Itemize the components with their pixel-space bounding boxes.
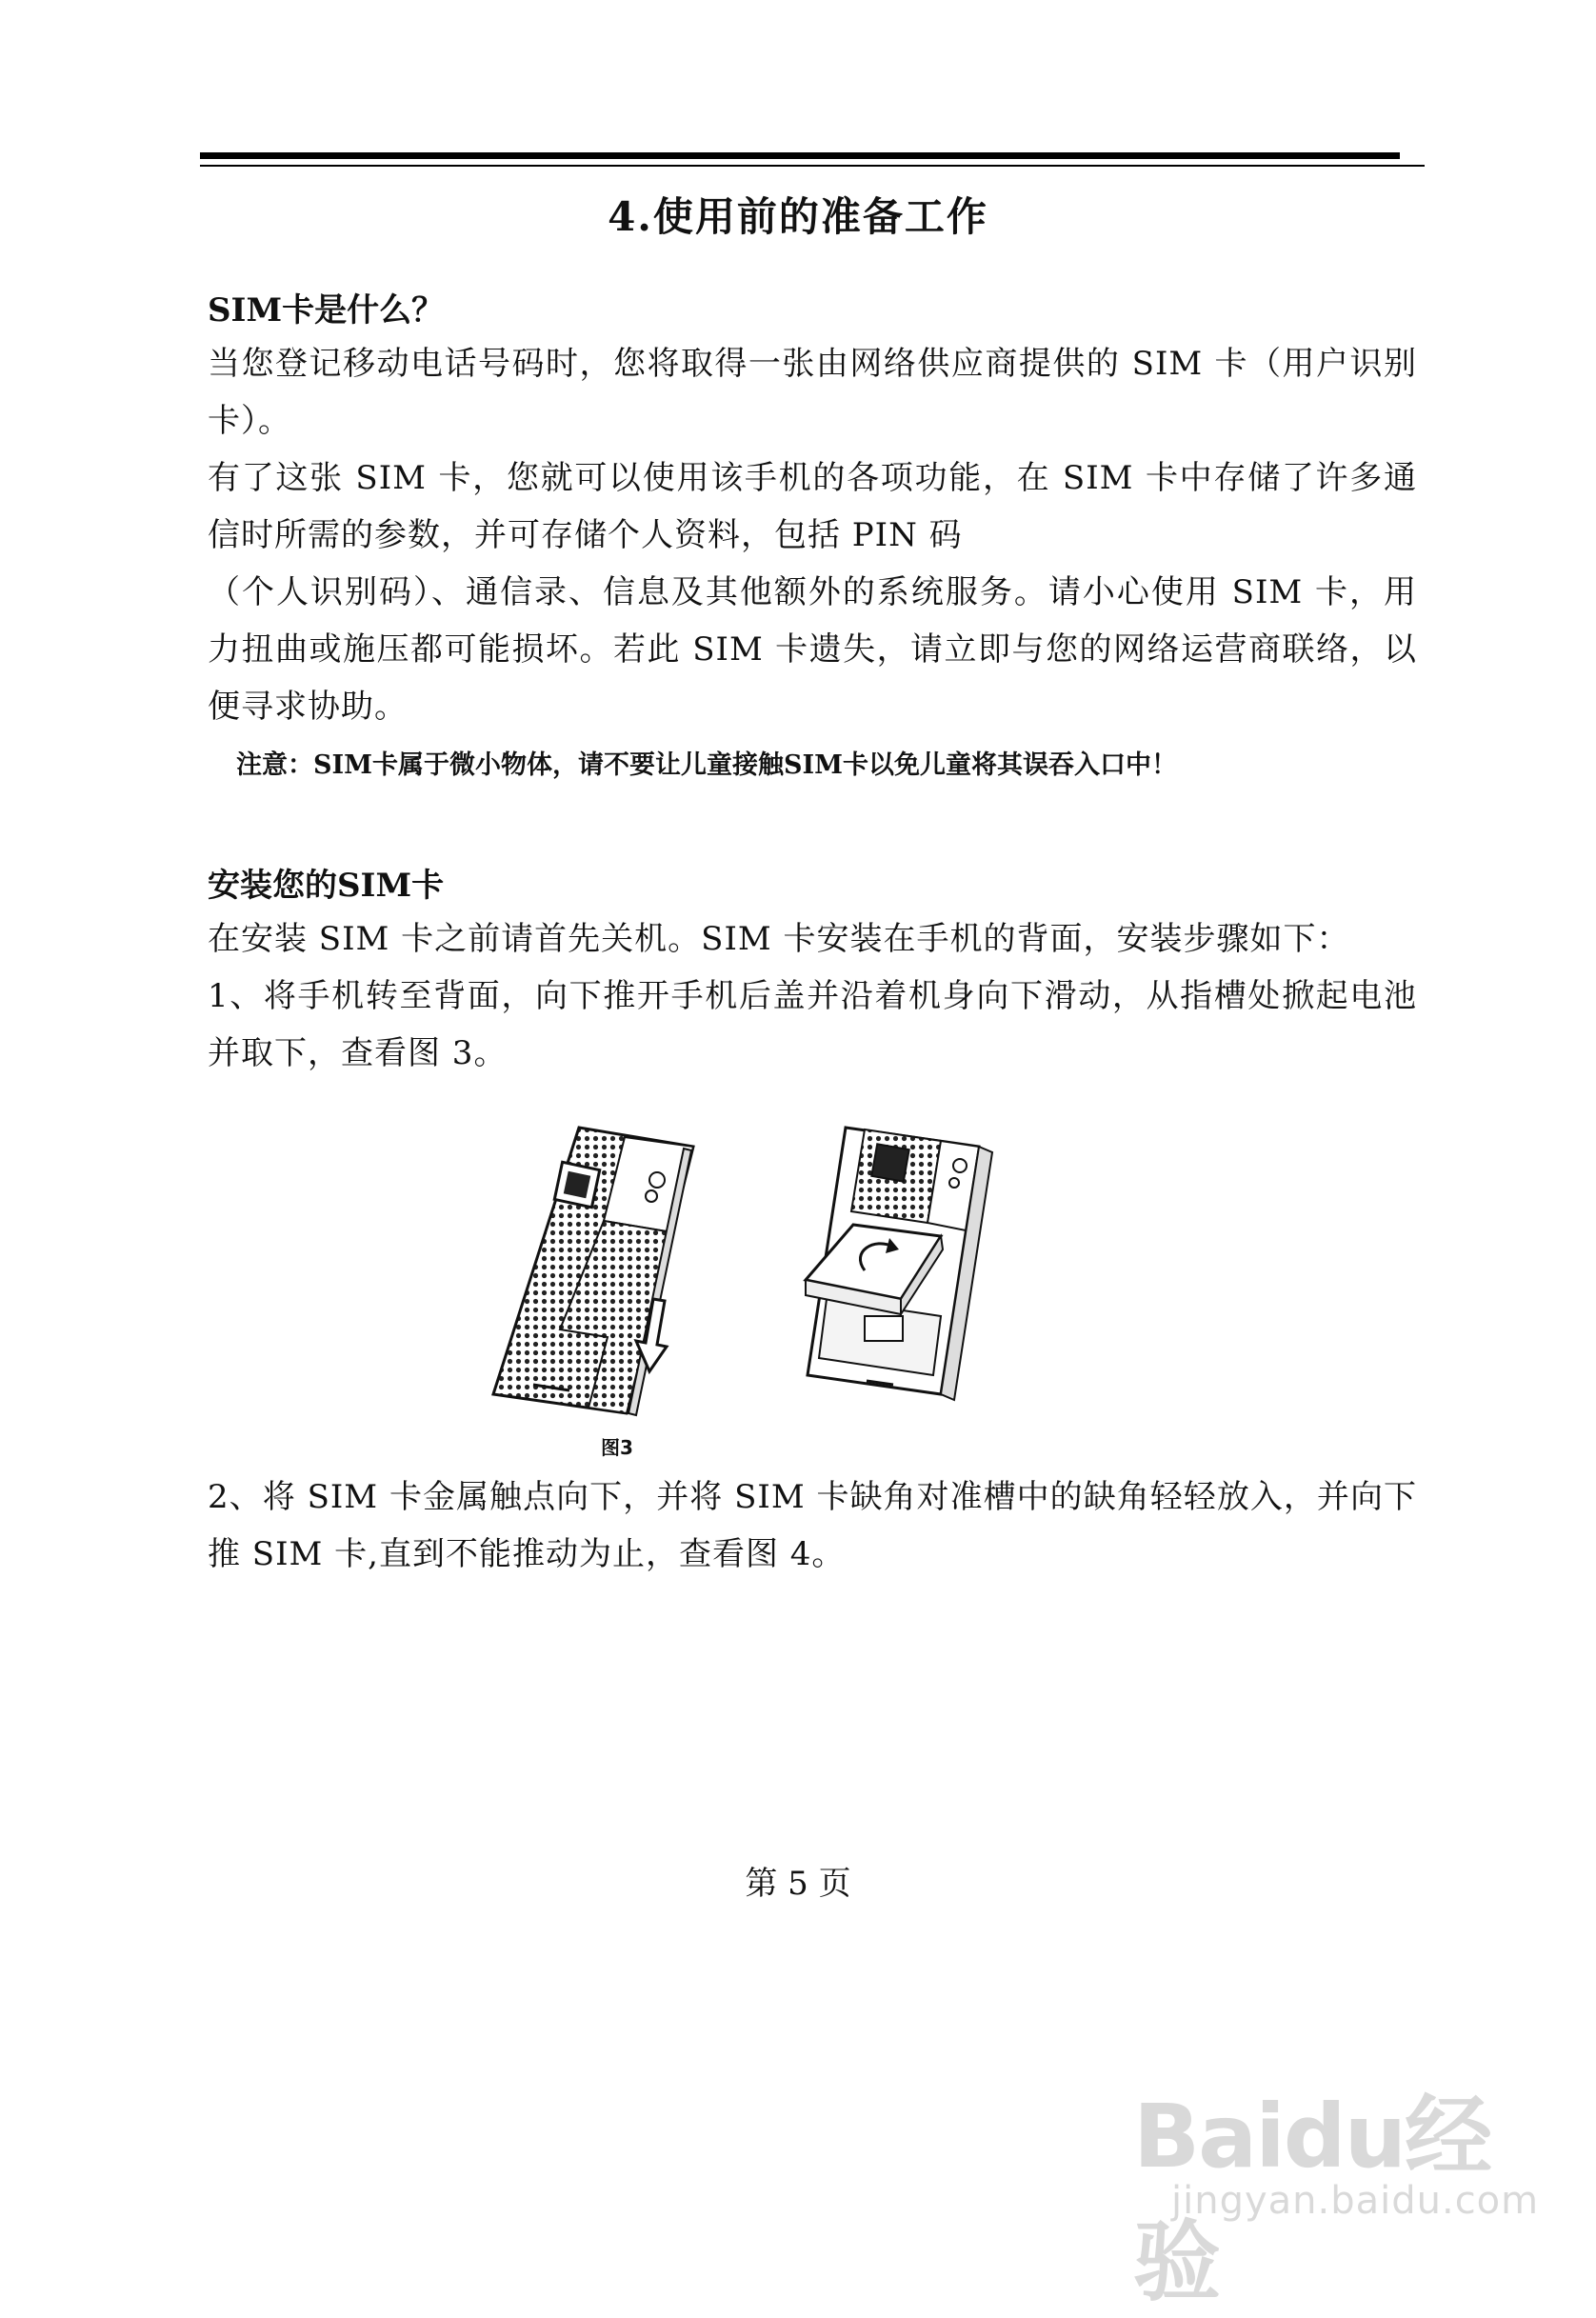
phone-back-illustration [446, 1109, 1131, 1432]
baidu-jingyan-watermark [1133, 2038, 1552, 2313]
phone-with-cover [493, 1128, 693, 1415]
watermark-logo: Baidu经验 [1133, 2086, 1491, 2313]
header-rule-thick [200, 152, 1400, 159]
step-2-text: 2、将 SIM 卡金属触点向下，并将 SIM 卡缺角对准槽中的缺角轻轻放入，并向下推 SIM 卡,直到不能推动为止，查看图 4。 [208, 1478, 1417, 1573]
paragraph-sim-intro: 当您登记移动电话号码时，您将取得一张由网络供应商提供的 SIM 卡（用户识别卡）。 [208, 345, 1417, 440]
page-title: 4.使用前的准备工作 [608, 193, 988, 240]
paragraph-sim-care: （个人识别码）、通信录、信息及其他额外的系统服务。请小心使用 SIM 卡，用力扭曲或施压都可能损坏。若此 SIM 卡遗失，请立即与您的网络运营商联络，以便寻求协助。 [208, 573, 1417, 726]
figure-caption: 图3 [601, 1436, 633, 1459]
phone-battery-removed [806, 1128, 992, 1400]
watermark-url: jingyan.baidu.com [1171, 2179, 1540, 2223]
paragraph-install-intro: 在安装 SIM 卡之前请首先关机。SIM 卡安装在手机的背面，安装步骤如下： [208, 920, 1350, 958]
warning-note: 注意：SIM卡属于微小物体，请不要让儿童接触SIM卡以免儿童将其误吞入口中！ [236, 750, 1178, 780]
section-heading-install-sim: 安装您的SIM卡 [208, 867, 445, 905]
step-1-text: 1、将手机转至背面，向下推开手机后盖并沿着机身向下滑动，从指槽处掀起电池并取下，查看图 3。 [208, 977, 1417, 1072]
main-content [208, 286, 1417, 1583]
page-number: 第 5 页 [745, 1865, 851, 1903]
header-rule-thin [200, 165, 1425, 167]
paragraph-sim-functions: 有了这张 SIM 卡，您就可以使用该手机的各项功能，在 SIM 卡中存储了许多通信时所需的参数，并可存储个人资料，包括 PIN 码 [208, 459, 1417, 554]
section-heading-what-is-sim: SIM卡是什么？ [208, 291, 445, 330]
figure-3 [208, 1109, 1417, 1461]
